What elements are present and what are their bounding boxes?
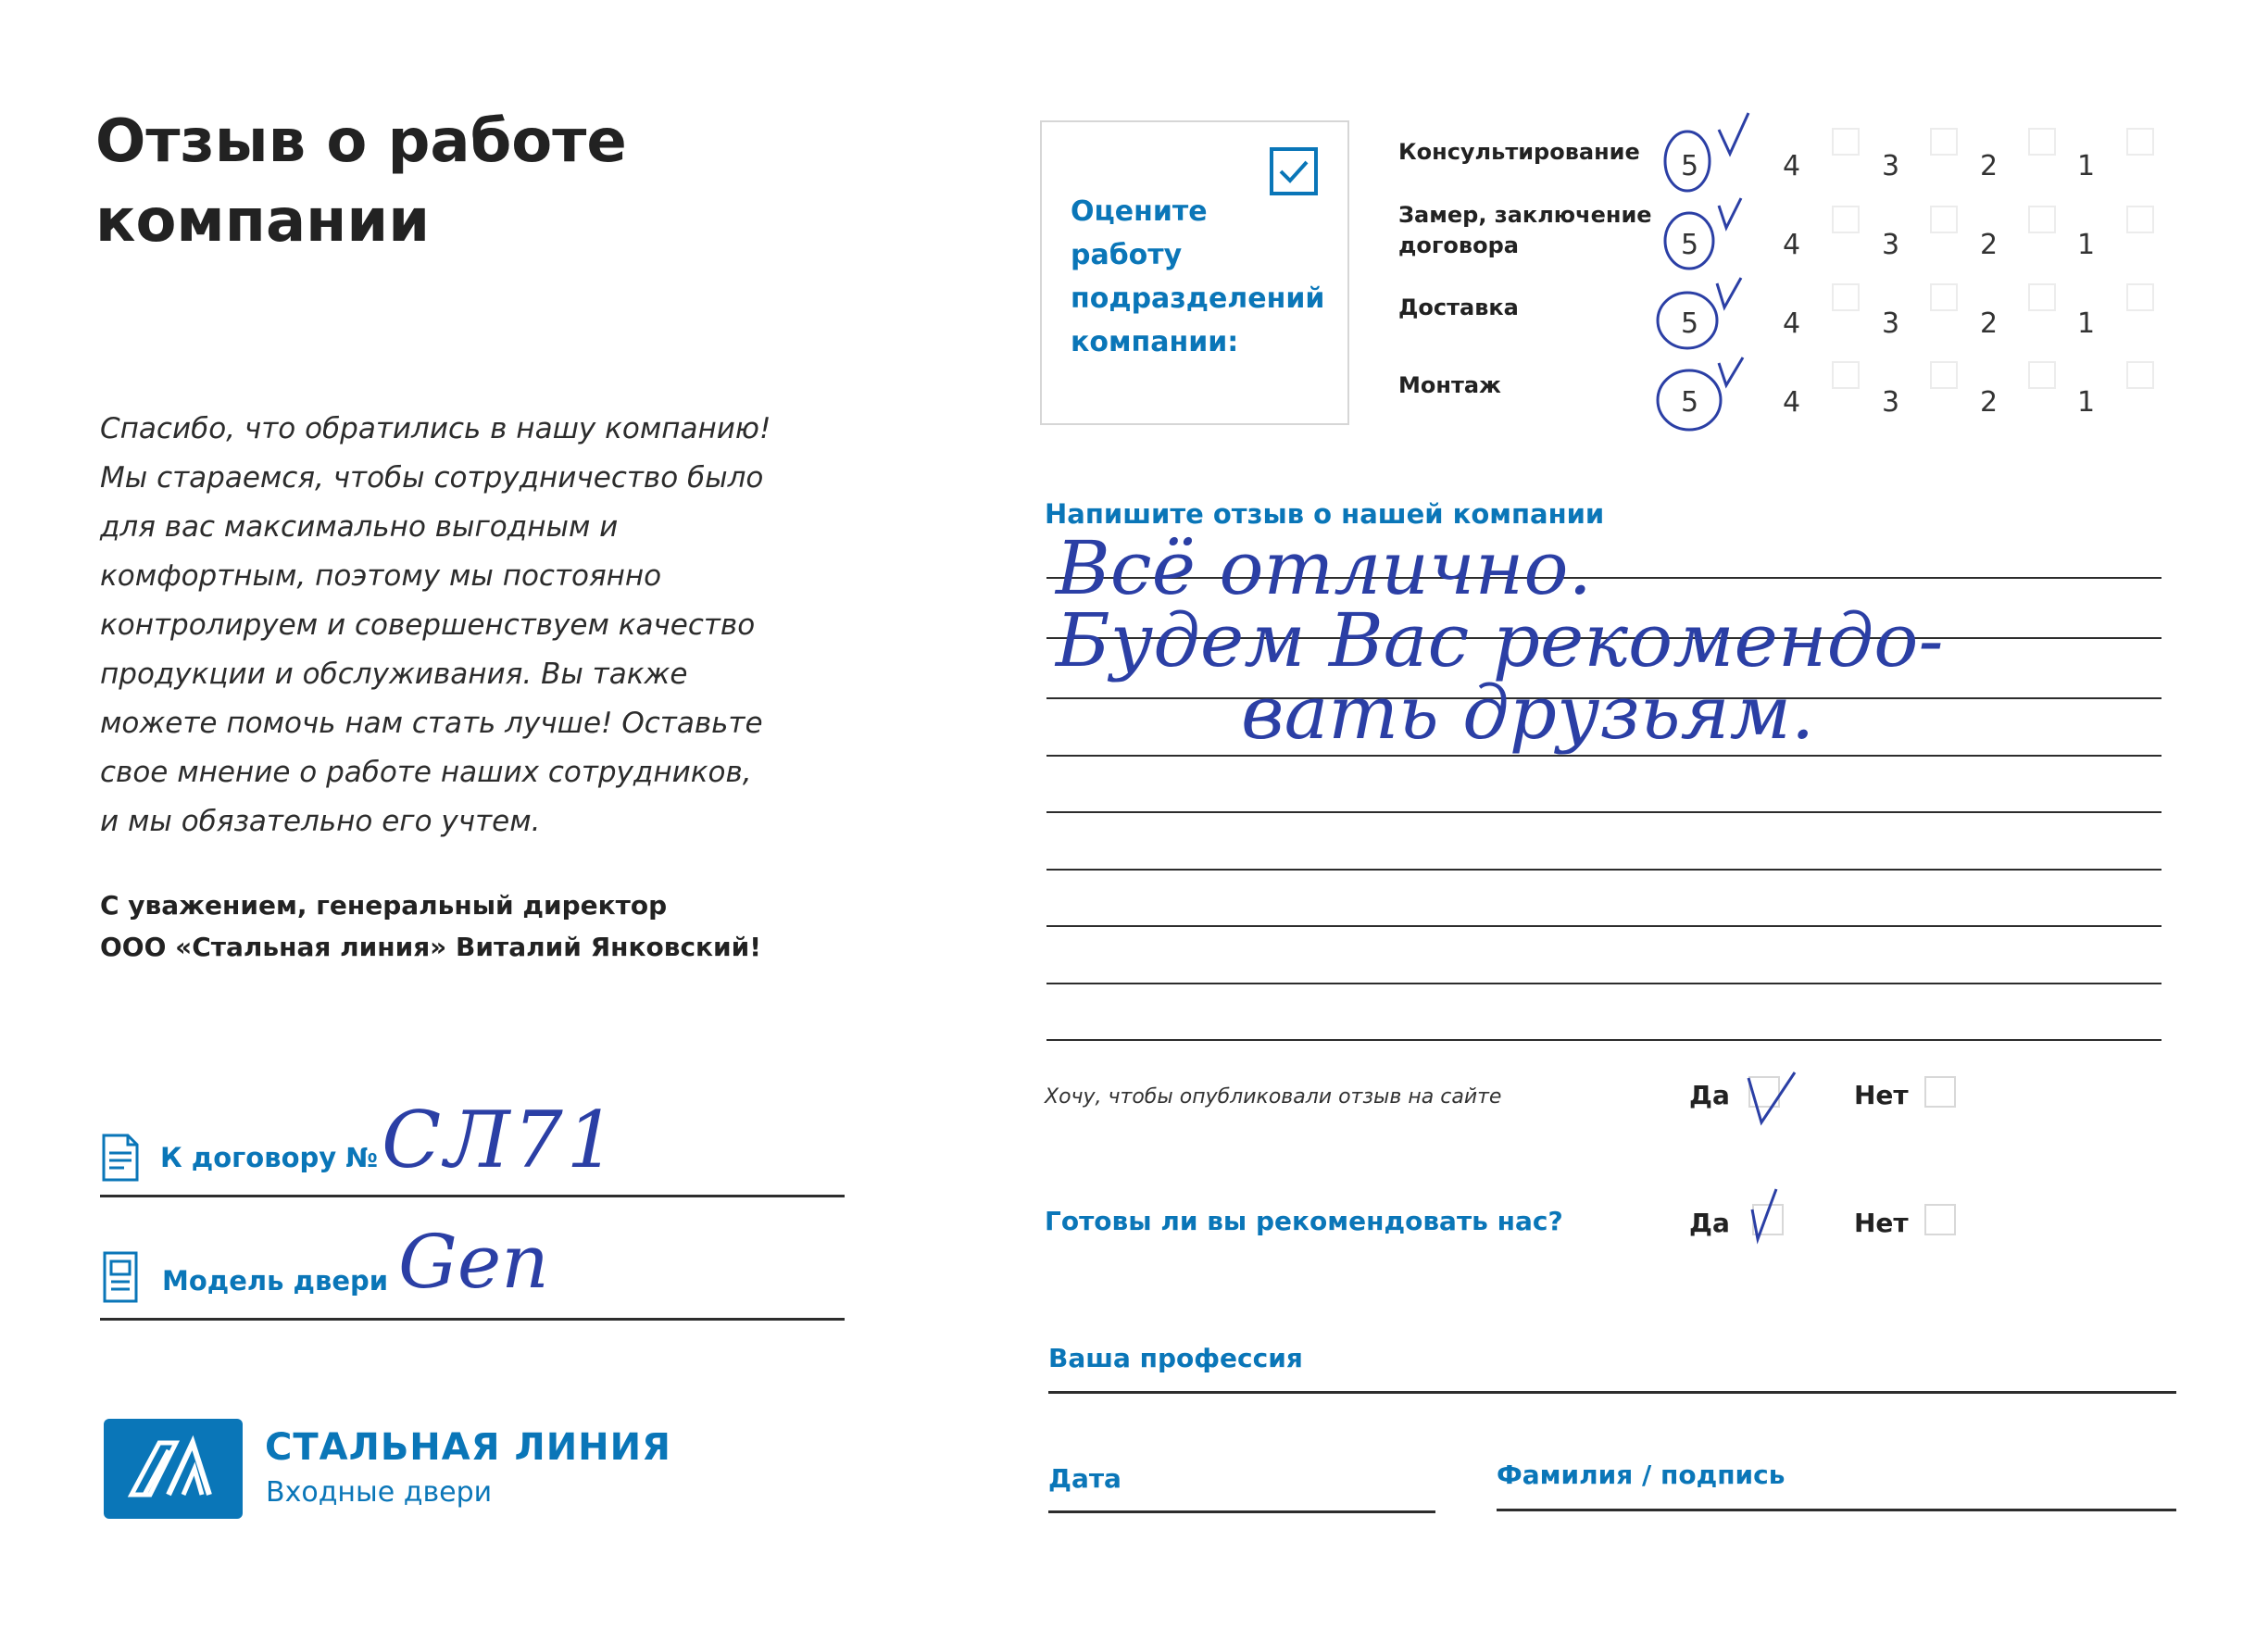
door-model-label: Модель двери (162, 1265, 389, 1297)
profession-label: Ваша профессия (1048, 1343, 1303, 1373)
rating-score[interactable]: 1 (2077, 229, 2096, 261)
rating-checkbox[interactable] (2126, 128, 2154, 156)
rating-prompt-line: компании: (1071, 326, 1239, 358)
publish-yes-label: Да (1689, 1080, 1730, 1110)
rating-score[interactable]: 5 (1681, 386, 1699, 419)
review-line (1046, 811, 2161, 813)
rating-checkbox[interactable] (2126, 361, 2154, 389)
recommend-no-checkbox[interactable] (1924, 1204, 1956, 1235)
date-underline (1048, 1510, 1435, 1513)
publish-no-checkbox[interactable] (1924, 1076, 1956, 1108)
signature-line-2: ООО «Стальная линия» Виталий Янковский! (100, 932, 762, 962)
intro-line: комфортным, поэтому мы постоянно (100, 559, 662, 593)
rating-checkbox[interactable] (1930, 361, 1958, 389)
profession-underline (1048, 1391, 2176, 1394)
rating-label-measure (1398, 200, 1652, 261)
rating-checkbox[interactable] (2126, 206, 2154, 233)
review-handwritten-line: вать друзьям. (1241, 670, 1815, 756)
intro-line: для вас максимально выгодным и (100, 510, 619, 544)
rating-score[interactable]: 1 (2077, 386, 2096, 419)
rating-label-installation: Монтаж (1398, 372, 1501, 398)
rating-checkbox[interactable] (2126, 283, 2154, 311)
rating-label-measure-line-2: договора (1398, 232, 1519, 258)
company-name: СТАЛЬНАЯ ЛИНИЯ (265, 1426, 671, 1469)
handwritten-check-icon (1741, 1065, 1806, 1130)
rating-checkbox[interactable] (2028, 206, 2056, 233)
rating-checkbox[interactable] (2028, 361, 2056, 389)
rating-checkbox[interactable] (2028, 283, 2056, 311)
rating-prompt-text (1071, 190, 1325, 364)
rating-score[interactable]: 5 (1681, 150, 1699, 182)
rating-score[interactable]: 3 (1882, 150, 1900, 182)
review-title: Напишите отзыв о нашей компании (1045, 498, 1605, 530)
intro-line: Мы стараемся, чтобы сотрудничество было (100, 461, 764, 495)
company-logo-mark (104, 1419, 243, 1519)
intro-line: можете помочь нам стать лучше! Оставьте (100, 707, 763, 740)
intro-line: контролируем и совершенствуем качество (100, 608, 756, 642)
signature-line-1: С уважением, генеральный директор (100, 890, 668, 921)
date-label: Дата (1048, 1463, 1121, 1494)
rating-checkbox[interactable] (1930, 206, 1958, 233)
rating-score[interactable]: 2 (1980, 386, 1999, 419)
review-line (1046, 869, 2161, 871)
rating-score[interactable]: 4 (1783, 386, 1801, 419)
rating-score[interactable]: 3 (1882, 307, 1900, 340)
recommend-no-label: Нет (1854, 1208, 1909, 1238)
rating-score[interactable]: 5 (1681, 229, 1699, 261)
director-signature-text (100, 884, 761, 968)
page-title (95, 102, 627, 261)
rating-score[interactable]: 4 (1783, 229, 1801, 261)
date-input[interactable] (1130, 1454, 1426, 1510)
contract-number-input[interactable]: СЛ71 (382, 1095, 620, 1185)
rating-score[interactable]: 3 (1882, 386, 1900, 419)
intro-line: и мы обязательно его учтем. (100, 805, 541, 838)
door-model-input[interactable]: Gen (398, 1219, 549, 1305)
intro-line: Спасибо, что обратились в нашу компанию! (100, 412, 771, 445)
company-subtitle: Входные двери (266, 1476, 493, 1509)
rating-checkbox[interactable] (1832, 206, 1860, 233)
rating-score[interactable]: 4 (1783, 307, 1801, 340)
review-text-input[interactable] (1056, 525, 1944, 756)
rating-prompt-line: Оцените (1071, 195, 1208, 228)
rating-score[interactable]: 5 (1681, 307, 1699, 340)
recommend-yes-label: Да (1689, 1208, 1730, 1238)
door-icon (102, 1250, 139, 1304)
rating-checkbox[interactable] (1832, 128, 1860, 156)
rating-score[interactable]: 2 (1980, 307, 1999, 340)
rating-prompt-line: работу (1071, 239, 1183, 271)
publish-question: Хочу, чтобы опубликовали отзыв на сайте (1045, 1085, 1502, 1109)
review-handwritten-line: Всё отлично. (1056, 525, 1592, 611)
recommend-question: Готовы ли вы рекомендовать нас? (1045, 1206, 1563, 1236)
handwritten-check-icon (1741, 1182, 1797, 1247)
document-icon (100, 1133, 141, 1183)
rating-score[interactable]: 2 (1980, 150, 1999, 182)
rating-checkbox[interactable] (1930, 283, 1958, 311)
contract-label: К договору № (160, 1142, 379, 1173)
publish-no-label: Нет (1854, 1080, 1909, 1110)
intro-line: свое мнение о работе наших сотрудников, (100, 756, 752, 789)
intro-text (100, 405, 804, 846)
name-signature-input[interactable] (1787, 1450, 2176, 1506)
review-line (1046, 983, 2161, 984)
review-handwritten-line: Будем Вас рекомендо- (1056, 597, 1944, 683)
handwritten-marks-ratings (1630, 102, 1778, 445)
rating-checkbox[interactable] (2028, 128, 2056, 156)
rating-label-measure-line-1: Замер, заключение (1398, 202, 1652, 228)
rating-score[interactable]: 3 (1882, 229, 1900, 261)
door-model-underline (100, 1318, 845, 1321)
profession-input[interactable] (1297, 1334, 2130, 1389)
page-title-line-1: Отзыв о работе (95, 107, 627, 176)
contract-underline (100, 1195, 845, 1197)
rating-prompt-line: подразделений (1071, 282, 1325, 315)
page-title-line-2: компании (95, 187, 431, 256)
rating-label-consulting: Консультирование (1398, 139, 1640, 165)
rating-score[interactable]: 4 (1783, 150, 1801, 182)
checkbox-checked-icon (1269, 146, 1319, 196)
name-signature-label: Фамилия / подпись (1497, 1460, 1786, 1490)
rating-checkbox[interactable] (1930, 128, 1958, 156)
rating-score[interactable]: 1 (2077, 150, 2096, 182)
review-line (1046, 1039, 2161, 1041)
intro-line: продукции и обслуживания. Вы также (100, 658, 688, 691)
name-signature-underline (1497, 1509, 2176, 1511)
rating-checkbox[interactable] (1832, 283, 1860, 311)
rating-checkbox[interactable] (1832, 361, 1860, 389)
rating-score[interactable]: 2 (1980, 229, 1999, 261)
review-line (1046, 925, 2161, 927)
rating-score[interactable]: 1 (2077, 307, 2096, 340)
rating-label-delivery: Доставка (1398, 294, 1519, 320)
